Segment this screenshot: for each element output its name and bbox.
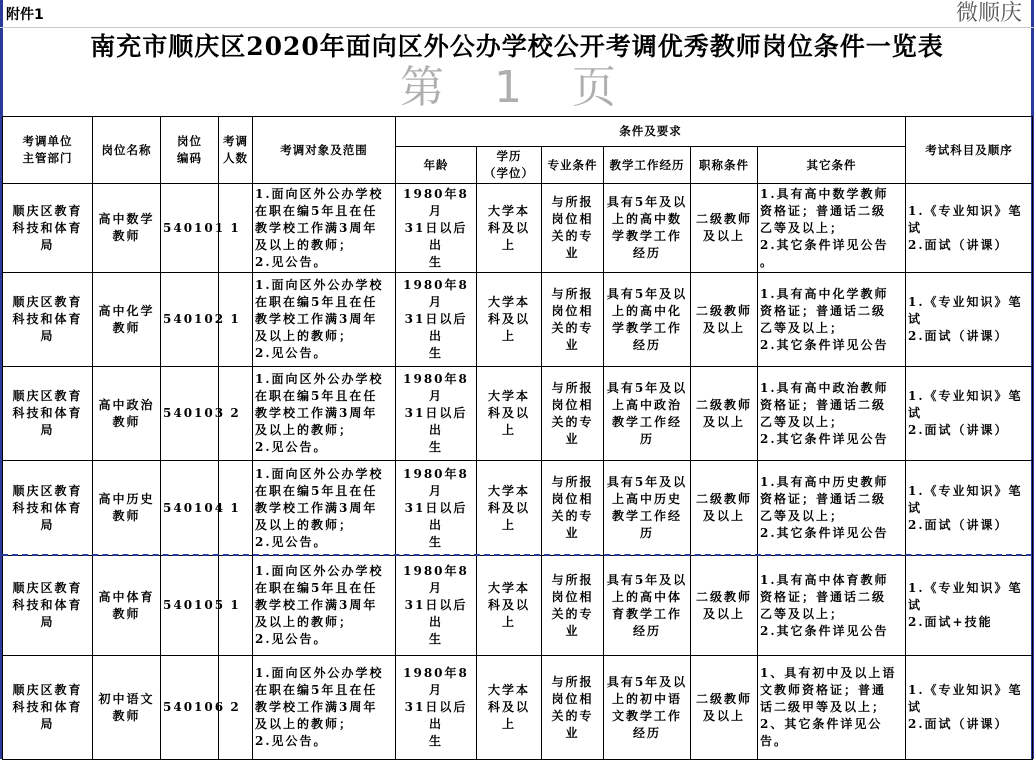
cell-title: 二级教师 及以上 xyxy=(691,184,758,273)
cell-exp: 具有5年及以 上的初中语 文教学工作 经历 xyxy=(604,656,691,760)
table-row xyxy=(3,656,1033,760)
header-age: 年龄 xyxy=(396,147,477,184)
cell-age: 1980年8月 31日以后出 生 xyxy=(396,184,477,273)
cell-title: 二级教师 及以上 xyxy=(691,367,758,461)
cell-code: 540102 xyxy=(161,273,219,367)
table-row xyxy=(3,184,1033,273)
cell-post: 高中历史 教师 xyxy=(93,461,161,556)
header-title: 职称条件 xyxy=(691,147,758,184)
cell-other: 1.具有高中化学教师 资格证；普通话二级 乙等及以上； 2.其它条件详见公告 xyxy=(758,273,906,367)
cell-post: 高中化学 教师 xyxy=(93,273,161,367)
cell-exam: 1.《专业知识》笔 试 2.面试（讲课） xyxy=(906,367,1033,461)
cell-dept: 顺庆区教育 科技和体育 局 xyxy=(3,556,93,656)
cell-post: 初中语文 教师 xyxy=(93,656,161,760)
header-num: 考调 人数 xyxy=(219,117,253,184)
cell-exp: 具有5年及以 上的高中化 学教学工作 经历 xyxy=(604,273,691,367)
cell-code: 540103 xyxy=(161,367,219,461)
header-dept: 考调单位 主管部门 xyxy=(3,117,93,184)
cell-exam: 1.《专业知识》笔 试 2.面试（讲课） xyxy=(906,184,1033,273)
header-edu: 学历 （学位） xyxy=(477,147,542,184)
cell-age: 1980年8月 31日以后出 生 xyxy=(396,273,477,367)
cell-edu: 大学本 科及以 上 xyxy=(477,184,542,273)
table-row xyxy=(3,461,1033,556)
annex-row xyxy=(0,0,1034,28)
page-break-line xyxy=(2,554,1032,556)
cell-exam: 1.《专业知识》笔 试 2.面试（讲课） xyxy=(906,461,1033,556)
cell-age: 1980年8月 31日以后出 生 xyxy=(396,556,477,656)
cell-scope: 1.面向区外公办学校 在职在编5年且在任 教学校工作满3周年 及以上的教师； 2.见公告。 xyxy=(253,556,396,656)
table-row xyxy=(3,556,1033,656)
cell-title: 二级教师 及以上 xyxy=(691,656,758,760)
cell-edu: 大学本 科及以 上 xyxy=(477,556,542,656)
cell-code: 540106 xyxy=(161,656,219,760)
cell-num: 1 xyxy=(219,556,253,656)
cell-num: 1 xyxy=(219,273,253,367)
cell-edu: 大学本 科及以 上 xyxy=(477,461,542,556)
header-post: 岗位名称 xyxy=(93,117,161,184)
wechat-watermark: 微顺庆 xyxy=(955,1,1022,26)
cell-num: 1 xyxy=(219,184,253,273)
cell-major: 与所报 岗位相 关的专 业 xyxy=(542,461,604,556)
cell-title: 二级教师 及以上 xyxy=(691,273,758,367)
page-watermark: 第 1 页 xyxy=(400,62,634,113)
header-exam: 考试科目及顺序 xyxy=(906,117,1033,184)
cell-exp: 具有5年及以 上的高中体 育教学工作 经历 xyxy=(604,556,691,656)
cell-other: 1、具有初中及以上语 文教师资格证；普通 话二级甲等及以上； 2、其它条件详见公 告。 xyxy=(758,656,906,760)
cell-age: 1980年8月 31日以后出 生 xyxy=(396,461,477,556)
cell-other: 1.具有高中数学教师 资格证；普通话二级 乙等及以上； 2.其它条件详见公告 。 xyxy=(758,184,906,273)
cell-exp: 具有5年及以 上的高中数 学教学工作 经历 xyxy=(604,184,691,273)
cell-exam: 1.《专业知识》笔 试 2.面试+技能 xyxy=(906,556,1033,656)
cell-dept: 顺庆区教育 科技和体育 局 xyxy=(3,461,93,556)
header-code: 岗位 编码 xyxy=(161,117,219,184)
header-scope: 考调对象及范围 xyxy=(253,117,396,184)
cell-title: 二级教师 及以上 xyxy=(691,461,758,556)
cell-other: 1.具有高中历史教师 资格证；普通话二级 乙等及以上； 2.其它条件详见公告 xyxy=(758,461,906,556)
cell-edu: 大学本 科及以 上 xyxy=(477,367,542,461)
cell-major: 与所报 岗位相 关的专 业 xyxy=(542,273,604,367)
cell-major: 与所报 岗位相 关的专 业 xyxy=(542,367,604,461)
cell-dept: 顺庆区教育 科技和体育 局 xyxy=(3,273,93,367)
cell-age: 1980年8月 31日以后出 生 xyxy=(396,367,477,461)
header-conditions: 条件及要求 xyxy=(396,117,906,147)
cell-dept: 顺庆区教育 科技和体育 局 xyxy=(3,184,93,273)
cell-scope: 1.面向区外公办学校 在职在编5年且在任 教学校工作满3周年 及以上的教师； 2.见公告。 xyxy=(253,184,396,273)
cell-title: 二级教师 及以上 xyxy=(691,556,758,656)
table-row xyxy=(3,273,1033,367)
cell-edu: 大学本 科及以 上 xyxy=(477,273,542,367)
cell-post: 高中体育 教师 xyxy=(93,556,161,656)
cell-major: 与所报 岗位相 关的专 业 xyxy=(542,656,604,760)
annex-label: 附件1 xyxy=(6,7,44,23)
cell-scope: 1.面向区外公办学校 在职在编5年且在任 教学校工作满3周年 及以上的教师； 2.见公告。 xyxy=(253,461,396,556)
header-exp: 教学工作经历 xyxy=(604,147,691,184)
document-title: 南充市顺庆区2020年面向区外公办学校公开考调优秀教师岗位条件一览表 xyxy=(90,32,944,61)
cell-exam: 1.《专业知识》笔 试 2.面试（讲课） xyxy=(906,273,1033,367)
cell-exp: 具有5年及以 上高中历史 教学工作经 历 xyxy=(604,461,691,556)
cell-age: 1980年8月 31日以后出 生 xyxy=(396,656,477,760)
cell-other: 1.具有高中政治教师 资格证；普通话二级 乙等及以上； 2.其它条件详见公告 xyxy=(758,367,906,461)
cell-scope: 1.面向区外公办学校 在职在编5年且在任 教学校工作满3周年 及以上的教师； 2.见公告。 xyxy=(253,273,396,367)
cell-code: 540101 xyxy=(161,184,219,273)
cell-edu: 大学本 科及以 上 xyxy=(477,656,542,760)
cell-num: 1 xyxy=(219,461,253,556)
cell-code: 540105 xyxy=(161,556,219,656)
position-table xyxy=(2,116,1033,760)
cell-scope: 1.面向区外公办学校 在职在编5年且在任 教学校工作满3周年 及以上的教师； 2.见公告。 xyxy=(253,367,396,461)
cell-dept: 顺庆区教育 科技和体育 局 xyxy=(3,656,93,760)
cell-scope: 1.面向区外公办学校 在职在编5年且在任 教学校工作满3周年 及以上的教师； 2.见公告。 xyxy=(253,656,396,760)
table-row xyxy=(3,367,1033,461)
cell-num: 2 xyxy=(219,656,253,760)
cell-major: 与所报 岗位相 关的专 业 xyxy=(542,184,604,273)
cell-other: 1.具有高中体育教师 资格证；普通话二级 乙等及以上； 2.其它条件详见公告 xyxy=(758,556,906,656)
cell-num: 2 xyxy=(219,367,253,461)
header-other: 其它条件 xyxy=(758,147,906,184)
header-major: 专业条件 xyxy=(542,147,604,184)
cell-post: 高中数学 教师 xyxy=(93,184,161,273)
cell-post: 高中政治 教师 xyxy=(93,367,161,461)
cell-code: 540104 xyxy=(161,461,219,556)
cell-major: 与所报 岗位相 关的专 业 xyxy=(542,556,604,656)
cell-exp: 具有5年及以 上高中政治 教学工作经 历 xyxy=(604,367,691,461)
cell-dept: 顺庆区教育 科技和体育 局 xyxy=(3,367,93,461)
cell-exam: 1.《专业知识》笔 试 2.面试（讲课） xyxy=(906,656,1033,760)
